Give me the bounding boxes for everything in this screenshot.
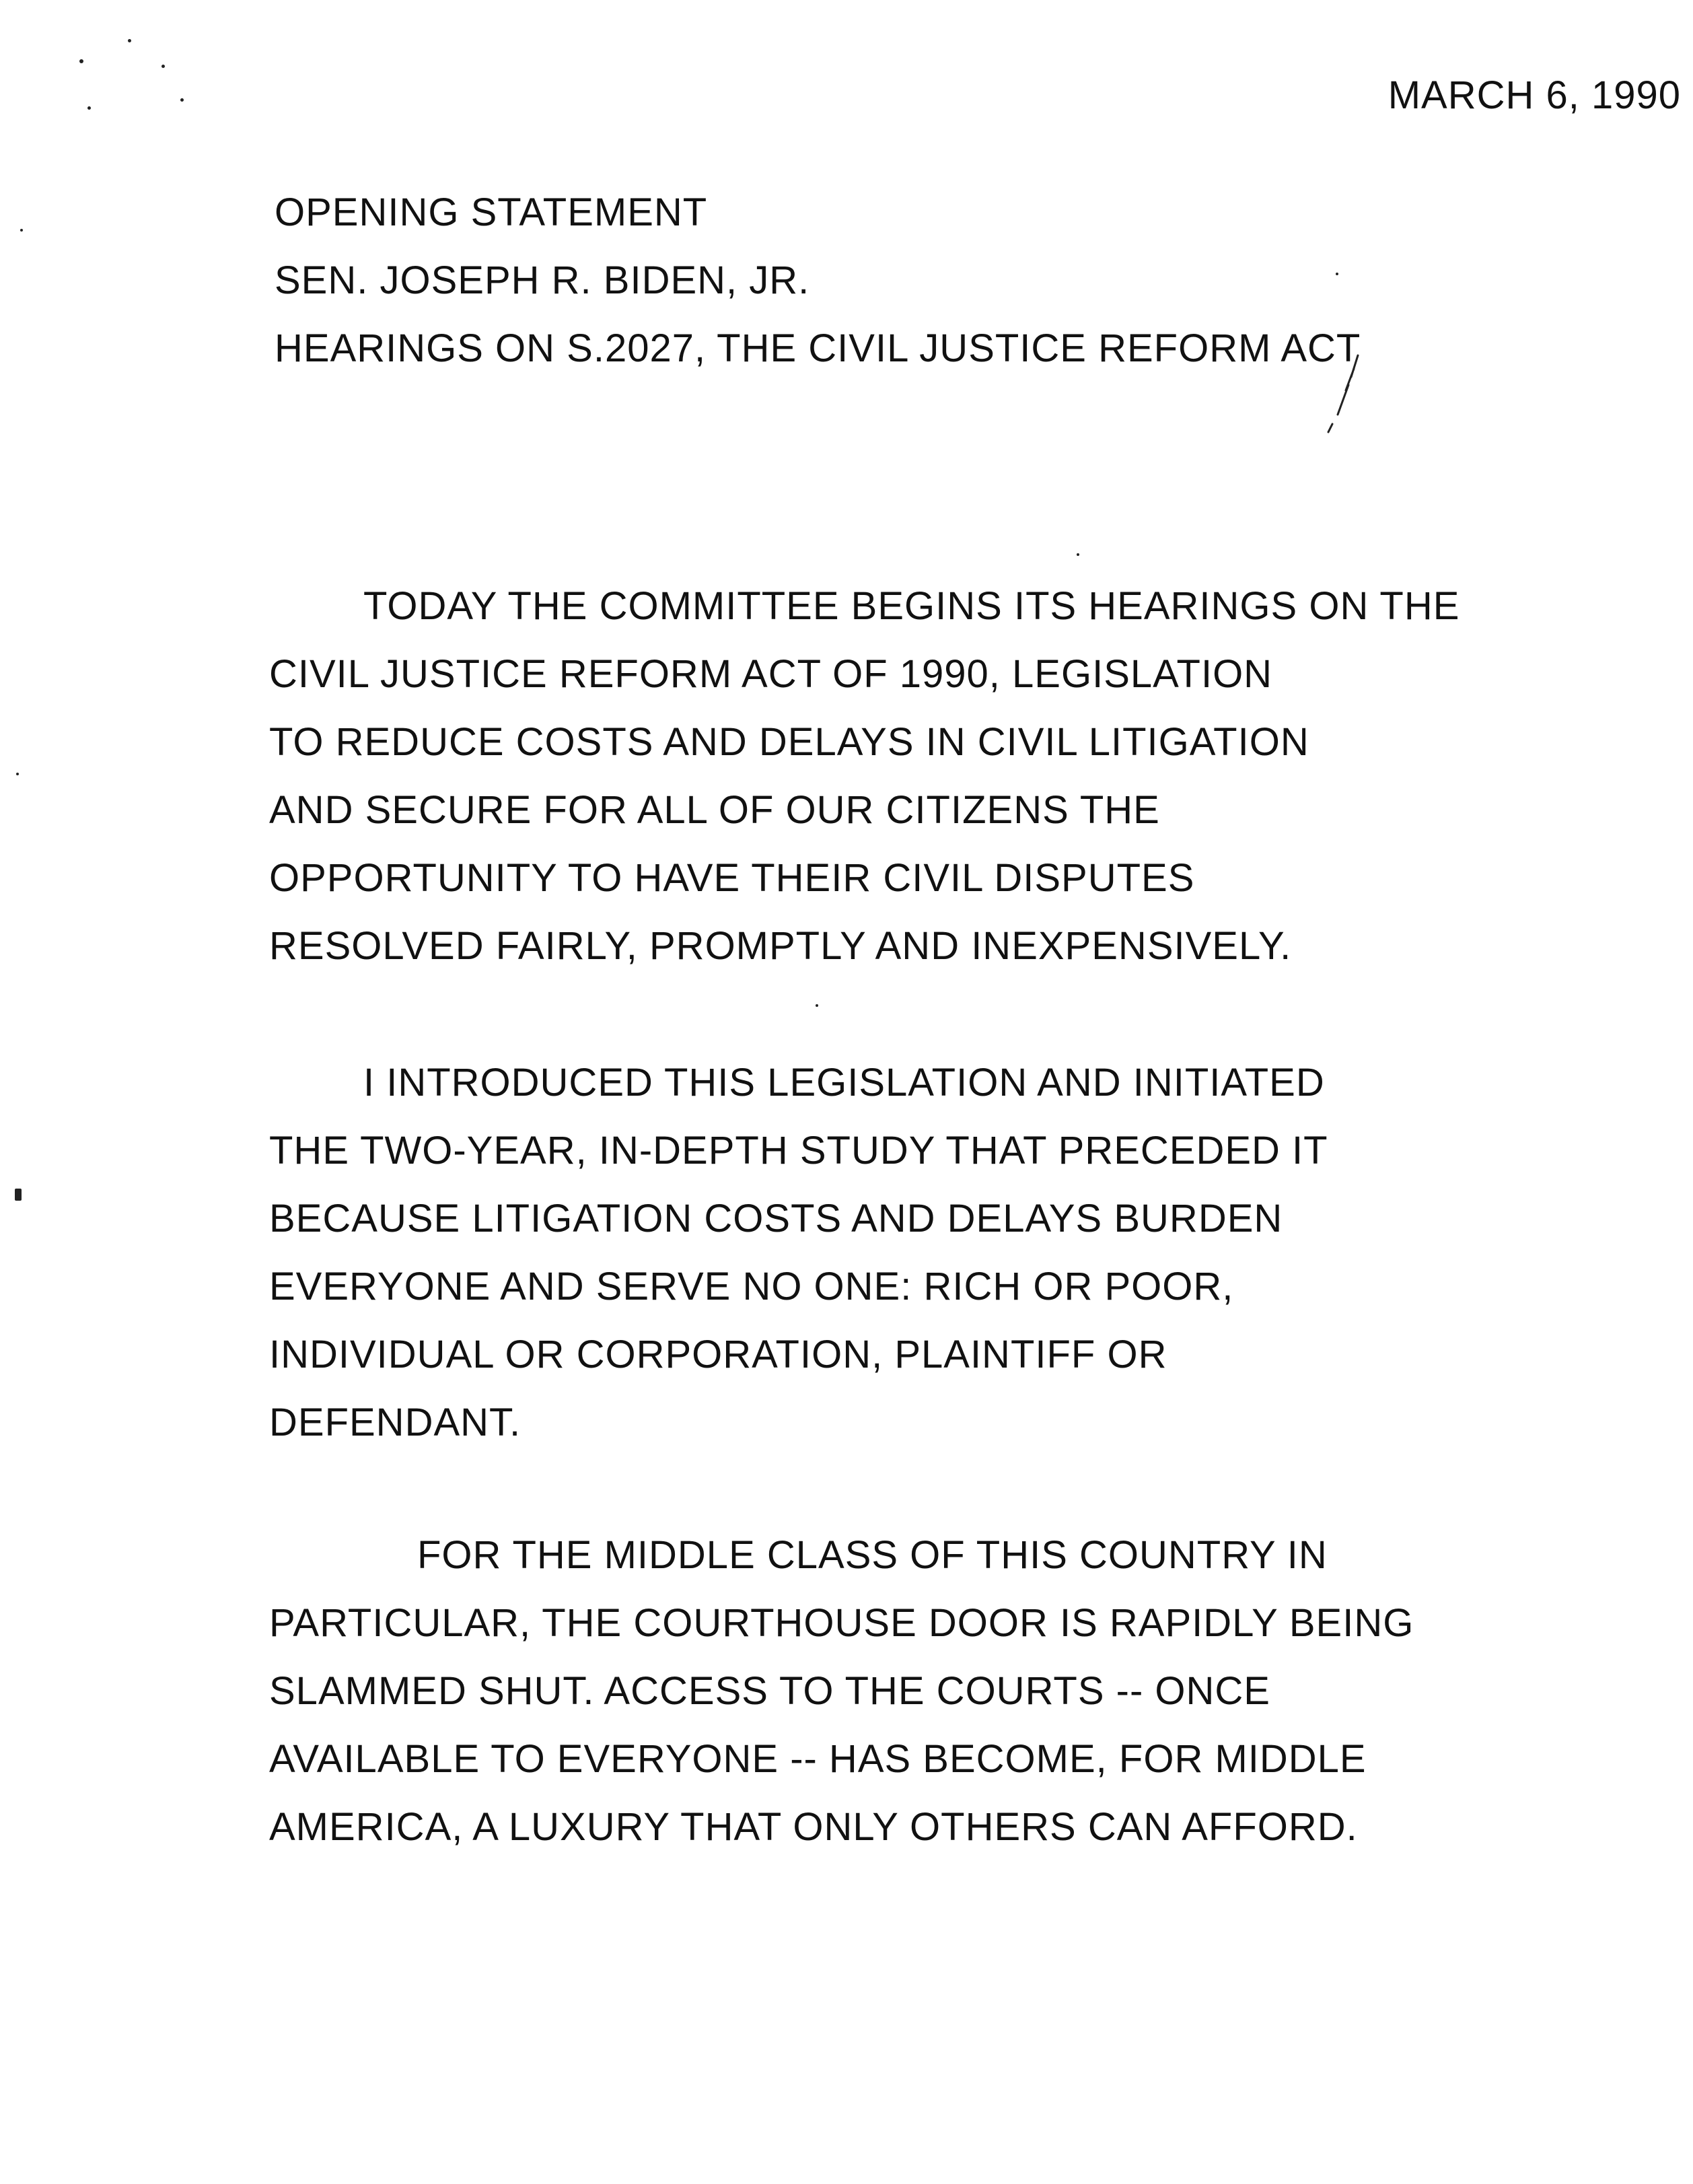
paragraph-line: EVERYONE AND SERVE NO ONE: RICH OR POOR, [269, 1265, 1234, 1308]
paragraph-line: TO REDUCE COSTS AND DELAYS IN CIVIL LITIGATION [269, 720, 1309, 764]
scan-speck [16, 773, 19, 775]
paragraph-line: AND SECURE FOR ALL OF OUR CITIZENS THE [269, 788, 1160, 832]
paragraph-line: THE TWO-YEAR, IN-DEPTH STUDY THAT PRECEDED IT [269, 1129, 1328, 1172]
document-date: MARCH 6, 1990 [1388, 73, 1681, 117]
scan-speck [161, 65, 165, 68]
paragraph-line: RESOLVED FAIRLY, PROMPTLY AND INEXPENSIVELY. [269, 924, 1292, 968]
hearing-subject: HEARINGS ON S.2027, THE CIVIL JUSTICE REFORM ACT [275, 326, 1361, 370]
paragraph-3 [269, 1521, 1414, 1861]
paragraph-line: OPPORTUNITY TO HAVE THEIR CIVIL DISPUTES [269, 856, 1195, 900]
document-header [275, 178, 1361, 382]
scan-speck [79, 59, 83, 63]
paragraph-line: BECAUSE LITIGATION COSTS AND DELAYS BURDEN [269, 1197, 1283, 1240]
paragraph-line: SLAMMED SHUT. ACCESS TO THE COURTS -- ONCE [269, 1669, 1270, 1713]
paragraph-line: CIVIL JUSTICE REFORM ACT OF 1990, LEGISLATION [269, 652, 1273, 696]
scan-speck [1077, 553, 1079, 556]
paragraph-line: AMERICA, A LUXURY THAT ONLY OTHERS CAN AFFORD. [269, 1805, 1358, 1849]
paragraph-line: DEFENDANT. [269, 1401, 521, 1444]
paragraph-line: FOR THE MIDDLE CLASS OF THIS COUNTRY IN [417, 1533, 1328, 1577]
speaker-name: SEN. JOSEPH R. BIDEN, JR. [275, 258, 810, 302]
scan-speck [128, 39, 131, 42]
scan-speck [20, 229, 23, 232]
paragraph-line: TODAY THE COMMITTEE BEGINS ITS HEARINGS ON THE [363, 584, 1460, 628]
scan-speck [180, 98, 184, 102]
scan-speck [816, 1004, 818, 1007]
paragraph-line: AVAILABLE TO EVERYONE -- HAS BECOME, FOR MIDDLE [269, 1737, 1367, 1781]
paragraph-line: I INTRODUCED THIS LEGISLATION AND INITIATED [363, 1061, 1325, 1104]
scan-speck [15, 1189, 22, 1201]
scan-speck [87, 106, 91, 110]
statement-title: OPENING STATEMENT [275, 190, 708, 234]
paragraph-1 [269, 572, 1460, 980]
paragraph-line: PARTICULAR, THE COURTHOUSE DOOR IS RAPIDLY BEING [269, 1601, 1414, 1645]
paragraph-2 [269, 1049, 1328, 1456]
paragraph-line: INDIVIDUAL OR CORPORATION, PLAINTIFF OR [269, 1333, 1167, 1376]
